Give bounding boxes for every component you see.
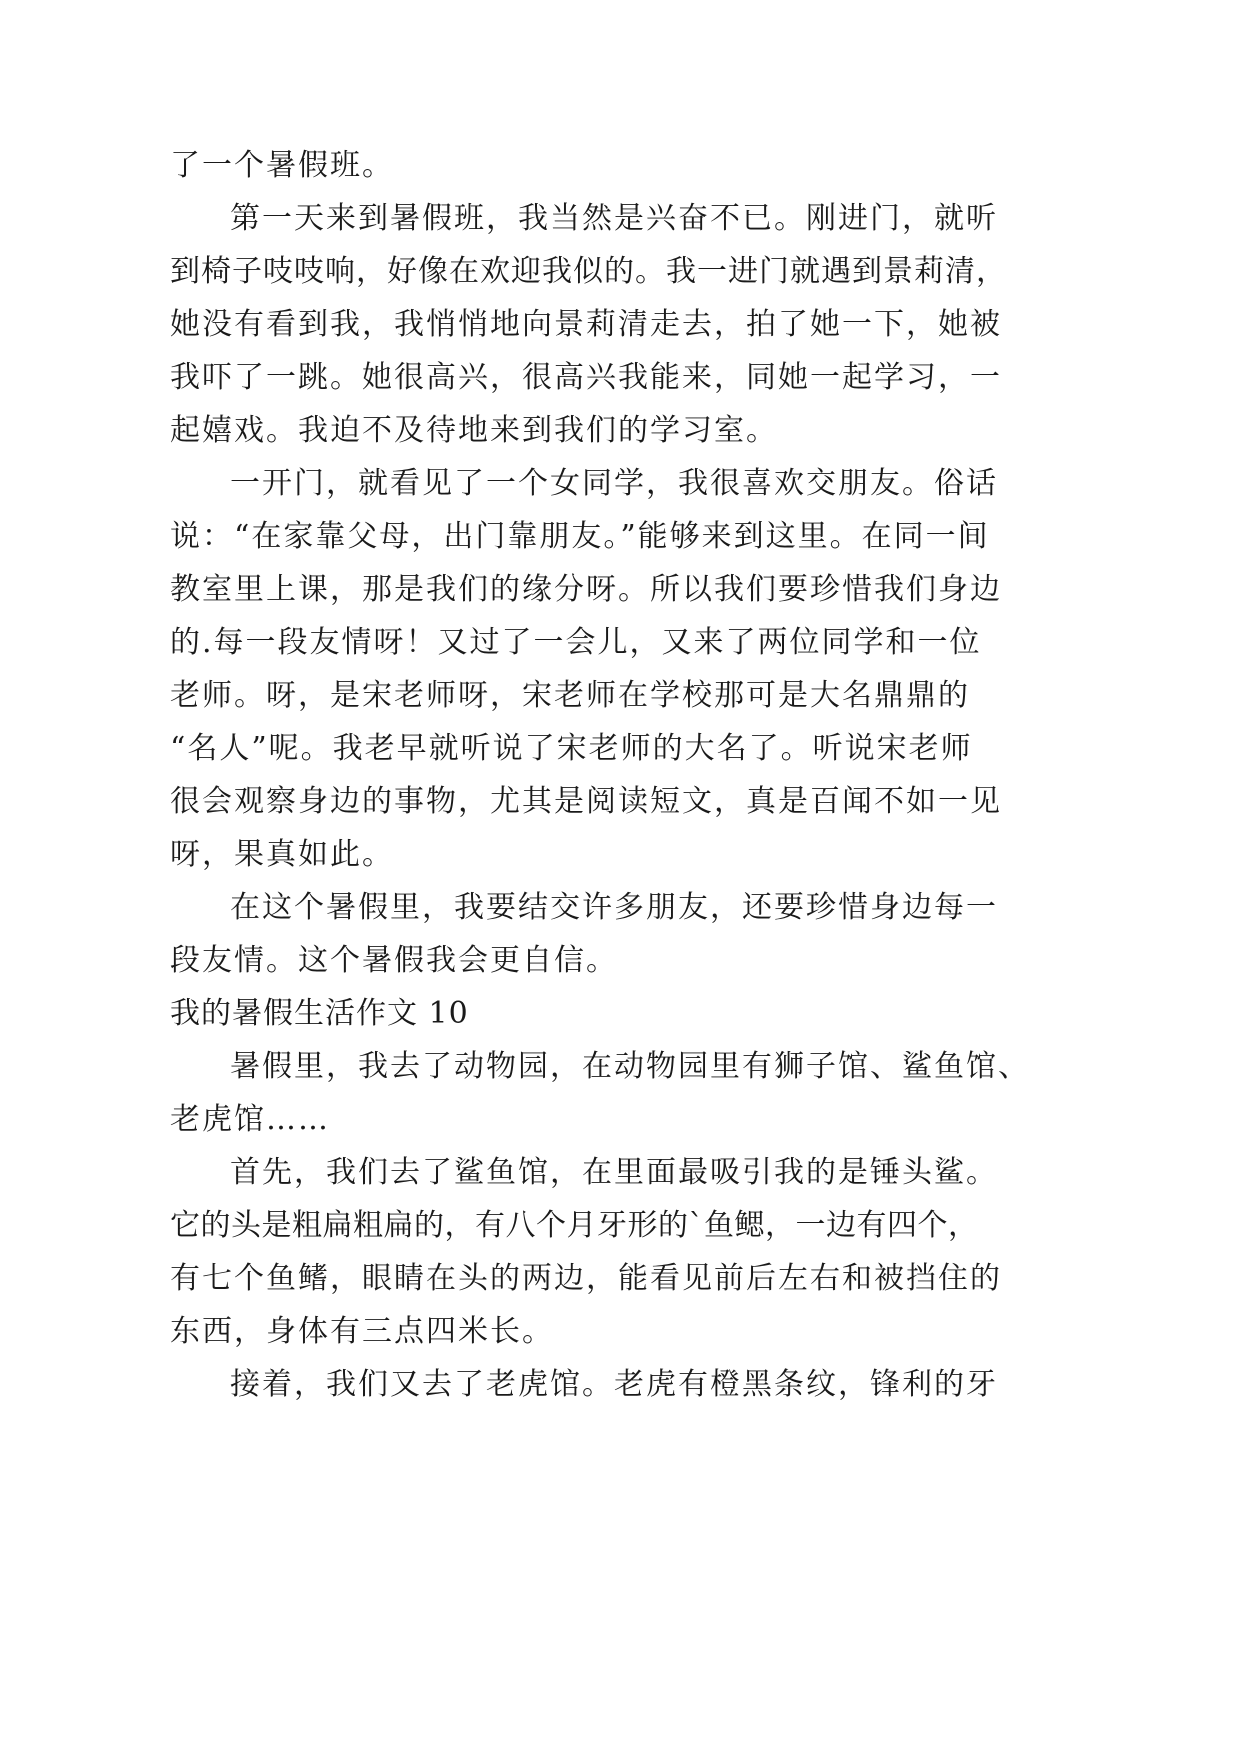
text-line: 老师。呀，是宋老师呀，宋老师在学校那可是大名鼎鼎的 [170,678,970,713]
text-line: 在这个暑假里，我要结交许多朋友，还要珍惜身边每一 [230,890,998,925]
text-line: 的.每一段友情呀！又过了一会儿，又来了两位同学和一位 [170,625,982,660]
text-line: 老虎馆…… [170,1102,330,1137]
text-line: 说：“在家靠父母，出门靠朋友。”能够来到这里。在同一间 [170,519,990,554]
text-line: “名人”呢。我老早就听说了宋老师的大名了。听说宋老师 [170,731,973,766]
section-heading: 我的暑假生活作文 10 [170,996,469,1031]
text-line: 段友情。这个暑假我会更自信。 [170,943,618,978]
text-line: 教室里上课，那是我们的缘分呀。所以我们要珍惜我们身边 [170,572,1002,607]
text-line: 很会观察身边的事物，尤其是阅读短文，真是百闻不如一见 [170,784,1002,819]
text-line: 有七个鱼鳍，眼睛在头的两边，能看见前后左右和被挡住的 [170,1261,1002,1296]
text-line: 她没有看到我，我悄悄地向景莉清走去，拍了她一下，她被 [170,307,1002,342]
text-line: 首先，我们去了鲨鱼馆，在里面最吸引我的是锤头鲨。 [230,1155,998,1190]
text-line: 我吓了一跳。她很高兴，很高兴我能来，同她一起学习，一 [170,360,1002,395]
text-line: 东西，身体有三点四米长。 [170,1314,554,1349]
text-line: 了一个暑假班。 [170,148,394,183]
text-line: 第一天来到暑假班，我当然是兴奋不已。刚进门，就听 [230,201,998,236]
text-line: 一开门，就看见了一个女同学，我很喜欢交朋友。俗话 [230,466,998,501]
text-line: 它的头是粗扁粗扁的，有八个月牙形的`鱼鳃，一边有四个， [170,1208,979,1243]
text-line: 呀，果真如此。 [170,837,394,872]
text-line: 暑假里，我去了动物园，在动物园里有狮子馆、鲨鱼馆、 [230,1049,1030,1084]
text-line: 起嬉戏。我迫不及待地来到我们的学习室。 [170,413,778,448]
text-line: 到椅子吱吱响，好像在欢迎我似的。我一进门就遇到景莉清， [170,254,1007,289]
text-line: 接着，我们又去了老虎馆。老虎有橙黑条纹，锋利的牙 [230,1367,998,1402]
